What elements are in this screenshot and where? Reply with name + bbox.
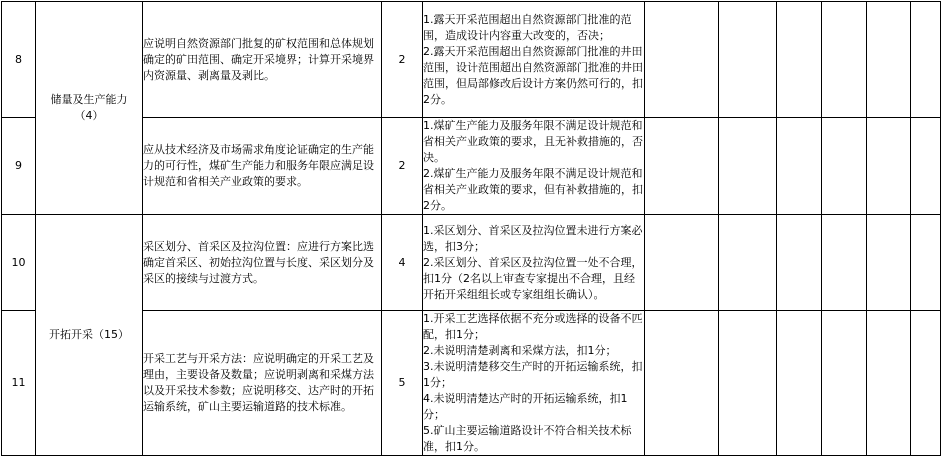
criteria-cell: [423, 118, 645, 215]
blank-cell: [719, 311, 777, 456]
criteria-item: 1.采区划分、首采区及拉沟位置未进行方案必选，扣3分；: [423, 223, 643, 253]
blank-cell: [777, 118, 822, 215]
blank-cell: [777, 215, 822, 311]
table-row: [2, 215, 941, 311]
row-number: 8: [2, 2, 36, 118]
blank-cell: [911, 118, 941, 215]
blank-cell: [867, 118, 911, 215]
row-number: 9: [2, 118, 36, 215]
category-cell: [36, 2, 143, 215]
criteria-item: 2.煤矿生产能力及服务年限不满足设计规范和省相关产业政策的要求，但有补救措施的，扣2分。: [423, 167, 643, 212]
table-row: [2, 311, 941, 456]
requirement-cell: 应说明自然资源部门批复的矿权范围和总体规划确定的矿田范围、确定开采境界；计算开采境界内资源量、剥离量及剥比。: [143, 2, 382, 118]
blank-cell: [645, 118, 719, 215]
criteria-item: 3.未说明清楚移交生产时的开拓运输系统，扣1分；: [423, 360, 643, 389]
criteria-cell: [423, 311, 645, 456]
row-number: 10: [2, 215, 36, 311]
score-cell: 2: [382, 118, 423, 215]
score-cell: 2: [382, 2, 423, 118]
requirement-cell: 采区划分、首采区及拉沟位置：应进行方案比选确定首采区、初始拉沟位置与长度、采区划分及采区的接续与过渡方式。: [143, 215, 382, 311]
criteria-item: 1.露天开采范围超出自然资源部门批准的范围，造成设计内容重大改变的，否决；: [423, 12, 632, 42]
blank-cell: [719, 215, 777, 311]
criteria-item: 4.未说明清楚达产时的开拓运输系统，扣1分；: [423, 392, 628, 421]
blank-cell: [822, 215, 867, 311]
category-cell: [36, 215, 143, 456]
blank-cell: [645, 215, 719, 311]
blank-cell: [867, 311, 911, 456]
blank-cell: [911, 215, 941, 311]
criteria-item: 1.煤矿生产能力及服务年限不满足设计规范和省相关产业政策的要求，且无补救措施的，否决。: [423, 119, 643, 164]
criteria-item: 1.开采工艺选择依据不充分或选择的设备不匹配，扣1分；: [423, 312, 643, 341]
blank-cell: [645, 2, 719, 118]
criteria-item: 2.露天开采范围超出自然资源部门批准的井田范围，设计范围超出自然资源部门批准的井田范围，但局部修改后设计方案仍然可行的，扣2分。: [423, 44, 643, 106]
blank-cell: [867, 2, 911, 118]
row-number: 11: [2, 311, 36, 456]
blank-cell: [645, 311, 719, 456]
blank-cell: [777, 311, 822, 456]
category-score: （4）: [74, 109, 104, 122]
blank-cell: [822, 118, 867, 215]
score-cell: 4: [382, 215, 423, 311]
criteria-item: 2.采区划分、首采区及拉沟位置一处不合理，扣1分（2名以上审查专家提出不合理，且经开拓开采组组长或专家组组长确认）。: [423, 255, 643, 301]
blank-cell: [822, 311, 867, 456]
score-cell: 5: [382, 311, 423, 456]
criteria-cell: [423, 2, 645, 118]
table-row: [2, 2, 941, 118]
requirement-cell: 应从技术经济及市场需求角度论证确定的生产能力的可行性，煤矿生产能力和服务年限应满足设计规范和省相关产业政策的要求。: [143, 118, 382, 215]
criteria-item: 2.未说明清楚剥离和采煤方法，扣1分；: [423, 344, 617, 357]
review-criteria-table: [1, 1, 941, 456]
blank-cell: [867, 215, 911, 311]
category-name: 开拓开采（15）: [49, 328, 129, 341]
table-row: [2, 118, 941, 215]
blank-cell: [719, 2, 777, 118]
blank-cell: [777, 2, 822, 118]
category-name: 储量及生产能力: [50, 93, 128, 106]
blank-cell: [911, 2, 941, 118]
criteria-cell: [423, 215, 645, 311]
criteria-item: 5.矿山主要运输道路设计不符合相关技术标准，扣1分。: [423, 424, 632, 453]
blank-cell: [911, 311, 941, 456]
blank-cell: [719, 118, 777, 215]
blank-cell: [822, 2, 867, 118]
requirement-cell: 开采工艺与开采方法：应说明确定的开采工艺及理由，主要设备及数量；应说明剥离和采煤方法以及开采技术参数；应说明移交、达产时的开拓运输系统，矿山主要运输道路的技术标准。: [143, 311, 382, 456]
